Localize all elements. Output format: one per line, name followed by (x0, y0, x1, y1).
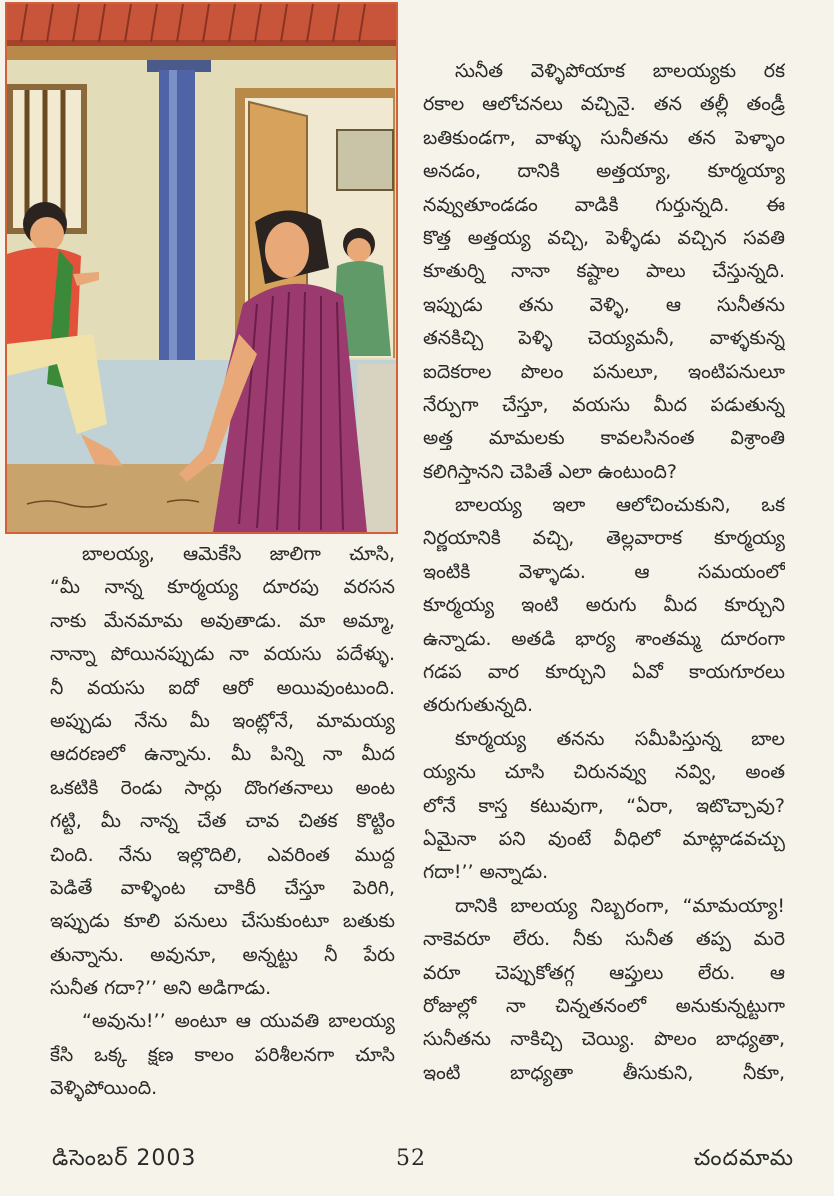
text-line: కొత్త అత్తయ్య వచ్చి, పెళ్ళీడు వచ్చిన సవతి (423, 226, 785, 249)
text-line: వరూ చెప్పుకోతగ్గ ఆప్తులు లేరు. ఆ (423, 961, 785, 984)
text-line: ఐదెకరాల పొలం పనులూ, ఇంటిపనులూ (423, 360, 785, 383)
text-line: అప్పుడు నేను మీ ఇంట్లోనే, మామయ్య (50, 709, 395, 732)
text-line: రకాల ఆలోచనలు వచ్చినై. తన తల్లీ తండ్రీ (423, 93, 785, 116)
text-line: కూర్మయ్య తనను సమీపిస్తున్న బాల (455, 727, 785, 750)
left-text-column (50, 538, 395, 1106)
illustration-drawing (7, 4, 396, 532)
text-line: బాలయ్య ఇలా ఆలోచించుకుని, ఒక (455, 494, 785, 517)
text-line: సునీత వెళ్ళిపోయాక బాలయ్యకు రక (455, 60, 785, 82)
text-line: అనడం, దానికి అత్తయ్యా, కూర్మయ్యా (423, 160, 785, 183)
text-line: గడప వార కూర్చుని ఏవో కాయగూరలు (423, 661, 785, 684)
text-line: నవ్వుతూండడం వాడికి గుర్తున్నది. ఈ (423, 193, 785, 216)
text-line: లోనే కాస్త కటువుగా, “ఏరా, ఇటొచ్చావు? (423, 794, 785, 817)
text-line: ఉన్నాడు. అతడి భార్య శాంతమ్మ దూరంగా (423, 627, 785, 650)
footer-date: డిసెంబర్ 2003 (52, 1146, 197, 1171)
text-line: కేసి ఒక్క క్షణ కాలం పరిశీలనగా చూసి (50, 1043, 395, 1066)
text-line: తనకిచ్చి పెళ్ళి చెయ్యమనీ, వాళ్ళకున్న (423, 327, 785, 350)
text-line: దానికి బాలయ్య నిబ్బరంగా, “మామయ్యా! (455, 894, 785, 917)
text-line: య్యను చూసి చిరునవ్వు నవ్వి, అంత (423, 761, 785, 784)
text-line: కలిగిస్తానని చెపితే ఎలా ఉంటుంది? (423, 460, 678, 483)
text-line: నిర్ణయానికి వచ్చి, తెల్లవారాక కూర్మయ్య (423, 527, 785, 550)
text-line: నాన్నా పోయినప్పుడు నా వయసు పదేళ్ళు. (50, 643, 395, 666)
story-illustration (5, 2, 398, 534)
text-line: గదా!’’ అన్నాడు. (423, 861, 549, 884)
text-line: అత్త మామలకు కావలసినంత విశ్రాంతి (423, 427, 785, 450)
text-line: రోజుల్లో నా చిన్నతనంలో అనుకున్నట్టుగా (423, 994, 785, 1017)
text-line: సునీతను నాకిచ్చి చెయ్యి. పొలం బాధ్యతా, (423, 1028, 785, 1051)
text-line: “అవును!’’ అంటూ ఆ యువతి బాలయ్య (82, 1010, 395, 1033)
magazine-name: చందమామ (693, 1146, 794, 1171)
text-line: నాకెవరూ లేరు. నీకు సునీత తప్ప మరె (423, 928, 785, 951)
text-line: నాకు మేనమామ అవుతాడు. మా అమ్మా, (50, 609, 395, 632)
text-line: నేర్పుగా చేస్తూ, వయసు మీద పడుతున్న (423, 393, 785, 416)
right-text-column (423, 55, 785, 1090)
text-line: బాలయ్య, ఆమెకేసి జాలిగా చూసి, (82, 543, 395, 565)
text-line: తరుగుతున్నది. (423, 694, 534, 717)
text-line: నీ వయసు ఐదో ఆరో అయివుంటుంది. (50, 676, 395, 699)
text-line: ఇప్పుడు కూలి పనులు చేసుకుంటూ బతుకు (50, 910, 395, 933)
text-line: కూర్మయ్య ఇంటి అరుగు మీద కూర్చుని (423, 594, 785, 617)
text-line: ఇంటి బాధ్యతా తీసుకుని, నీకూ, (423, 1061, 785, 1084)
text-line: తున్నాను. అవునూ, అన్నట్టు నీ పేరు (50, 943, 395, 966)
text-line: ఒకటికి రెండు సార్లు దొంగతనాలు అంట (50, 776, 395, 799)
text-line: ఏమైనా పని వుంటే వీధిలో మాట్లాడవచ్చు (423, 827, 785, 850)
text-line: కూతుర్ని నానా కష్టాల పాలు చేస్తున్నది. (423, 260, 785, 283)
text-line: వెళ్ళిపోయింది. (50, 1077, 158, 1100)
text-line: పెడితే వాళ్ళింట చాకిరీ చేస్తూ పెరిగి, (50, 876, 395, 899)
text-line: ఆదరణలో ఉన్నాను. మీ పిన్ని నా మీద (50, 743, 395, 766)
text-line: “మీ నాన్న కూర్మయ్య దూరపు వరసన (50, 576, 395, 599)
text-line: ఇంటికి వెళ్ళాడు. ఆ సమయంలో (423, 560, 785, 583)
text-line: సునీత గదా?’’ అని అడిగాడు. (50, 977, 272, 1000)
text-line: ఇప్పుడు తను వెళ్ళి, ఆ సునీతను (423, 293, 785, 316)
text-line: గట్టి, మీ నాన్న చేత చావ చితక కొట్టిం (50, 810, 395, 833)
page-number: 52 (396, 1146, 426, 1171)
text-line: బతికుండగా, వాళ్ళు సునీతను తన పెళ్ళాం (423, 126, 785, 149)
text-line: చింది. నేను ఇల్లొదిలి, ఎవరింత ముద్ద (50, 843, 395, 866)
